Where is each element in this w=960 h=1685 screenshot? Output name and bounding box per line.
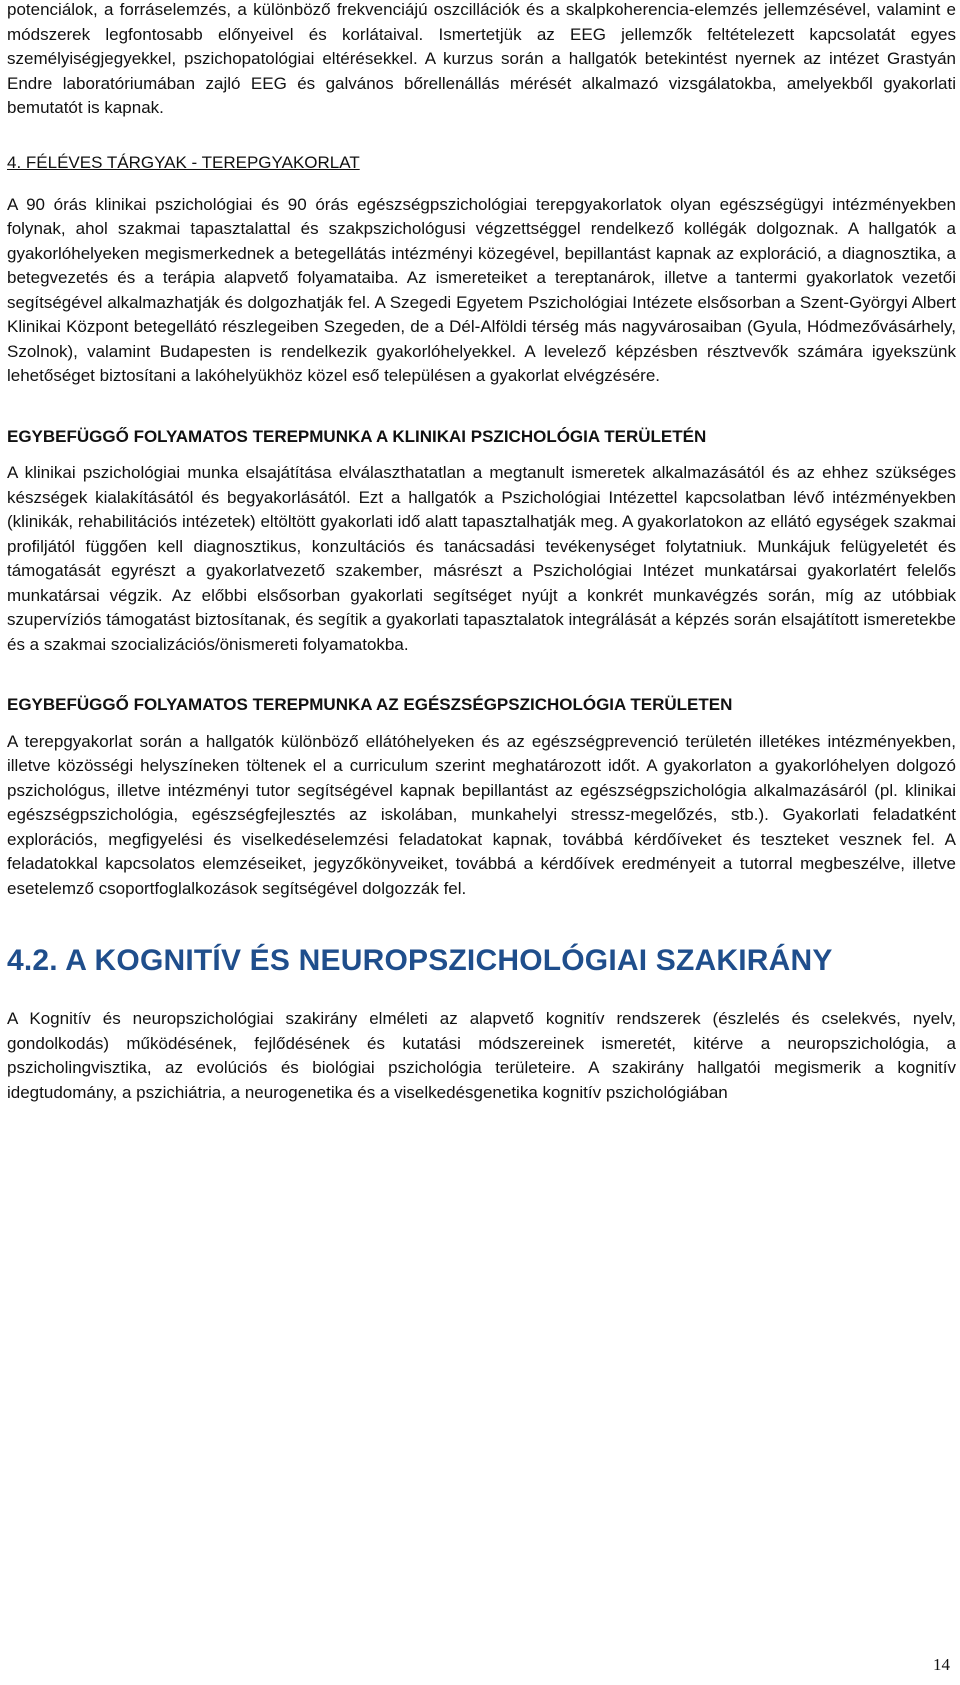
- clinical-fieldwork-paragraph: A klinikai pszichológiai munka elsajátítása elválaszthatatlan a megtanult ismeretek alkalmazásától és az ehhez szükséges készségek kialakításától és begyakorlásától. Ezt a hallgatók a Pszichológiai Intézettel kapcsolatban lévő intézményekben (klinikák, rehabilitációs intézetek) eltöltött gyakorlati idő alatt tapasztalhatják meg. A gyakorlatokon az ellátó egységek szakmai profiljától függően kell diagnosztikus, konzultációs és tanácsadási tevékenységet folytatniuk. Munkájuk felügyeletét és támogatását egyrészt a gyakorlatvezető szakember, másrészt a Pszichológiai Intézet munkatársai gyakorlatért felelős munkatársai végzik. Az előbbi elsősorban gyakorlati segítséget nyújt a konkrét munkavégzés során, míg az utóbbiak szupervíziós támogatást biztosítanak, és segítik a gyakorlati tapasztalatok integrálását a képzés során elsajátított ismeretekbe és a szakmai szocializációs/önismereti folyamatokba.: [7, 463, 956, 654]
- section-4-heading: 4. FÉLÉVES TÁRGYAK - TEREPGYAKORLAT: [7, 152, 360, 172]
- section-4-2-paragraph: A Kognitív és neuropszichológiai szakirány elméleti az alapvető kognitív rendszerek (észlelés és cselekvés, nyelv, gondolkodás) működésének, fejlődésének és kutatási módszereinek ismeretét, kitérve a neuropszichológia, a pszicholingvisztika, az evolúciós és biológiai pszichológia területeire. A szakirány hallgatói megismerik a kognitív idegtudomány, a pszichiátria, a neurogenetika és a viselkedésgenetika kognitív pszichológiában: [7, 1009, 956, 1102]
- section-4-2-heading: 4.2. A KOGNITÍV ÉS NEUROPSZICHOLÓGIAI SZAKIRÁNY: [7, 944, 833, 977]
- page-number: 14: [933, 1655, 950, 1674]
- health-fieldwork-heading: EGYBEFÜGGŐ FOLYAMATOS TEREPMUNKA AZ EGÉSZSÉGPSZICHOLÓGIA TERÜLETEN: [7, 695, 733, 714]
- section-4-paragraph: A 90 órás klinikai pszichológiai és 90 órás egészségpszichológiai terepgyakorlatok olyan egészségügyi intézményekben folynak, ahol szakmai tapasztalattal és szakpszichológusi végzettséggel rendelkező kollégák dolgoznak. A hallgatók a gyakorlóhelyeken megismerkednek a betegellátás intézményi közegével, bepillantást kapnak az exploráció, a diagnosztika, a betegvezetés és a terápia alapvető folyamataiba. Az ismereteiket a tereptanárok, illetve a tantermi gyakorlatok vezetői segítségével alkalmazhatják és dolgozhatják fel. A Szegedi Egyetem Pszichológiai Intézete elsősorban a Szent-Györgyi Albert Klinikai Központ betegellátó részlegeiben Szegeden, de a Dél-Alföldi térség más nagyvárosaiban (Gyula, Hódmezővásárhely, Szolnok), valamint Budapesten is rendelkezik gyakorlóhelyekkel. A levelező képzésben résztvevők számára igyekszünk lehetőséget biztosítani a lakóhelyükhöz közel eső településen a gyakorlat elvégzésére.: [7, 194, 956, 385]
- clinical-fieldwork-heading: EGYBEFÜGGŐ FOLYAMATOS TEREPMUNKA A KLINIKAI PSZICHOLÓGIA TERÜLETÉN: [7, 426, 707, 446]
- health-fieldwork-paragraph: A terepgyakorlat során a hallgatók különböző ellátóhelyeken és az egészségprevenció területén illetékes intézményekben, illetve közösségi helyszíneken töltenek el a curriculum szerint meghatározott időt. A gyakorlaton a gyakorlóhelyen dolgozó pszichológus, illetve intézményi tutor segítségével kapnak bepillantást az egészségpszichológia alkalmazásáról (pl. klinikai egészségpszichológia, egészségfejlesztés az iskolában, munkahelyi stressz-megelőzés, stb.). Gyakorlati feladatként explorációs, megfigyelési és viselkedéselemzési feladatokat kapnak, továbbá kérdőíveket és teszteket vesznek fel. A feladatokkal kapcsolatos elemzéseiket, jegyzőkönyveiket, továbbá a kérdőívek eredményeit a tutorral megbeszélve, illetve esetelemző csoportfoglalkozások segítségével dolgozzák fel.: [7, 731, 956, 898]
- intro-paragraph: potenciálok, a forráselemzés, a különböző frekvenciájú oszcillációk és a skalpkoherencia-elemzés jellemzésével, valamint e módszerek legfontosabb előnyeivel és korlátaival. Ismertetjük az EEG jellemzők feltételezett kapcsolatát egyes személyiségjegyekkel, pszichopatológiai eltérésekkel. A kurzus során a hallgatók betekintést nyernek az intézet Grastyán Endre laboratóriumában zajló EEG és galvános bőrellenállás mérését alkalmazó vizsgálatokba, amelyekből gyakorlati bemutatót is kapnak.: [7, 0, 956, 117]
